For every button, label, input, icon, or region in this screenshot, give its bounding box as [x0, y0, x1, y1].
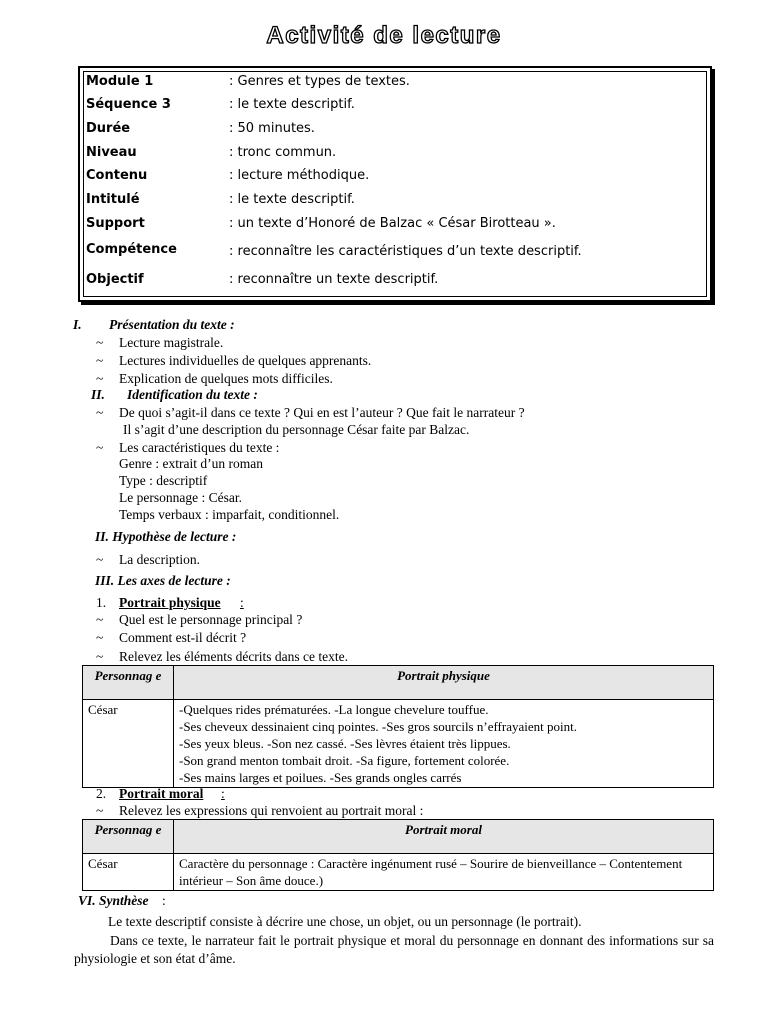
- table-cell-description: Caractère du personnage : Caractère ingénument rusé – Sourire de bienveillance – Contentement intérieur – Son âme douce.): [174, 854, 714, 891]
- portrait-physique-table: [82, 665, 714, 788]
- table-header-portrait-moral: Portrait moral: [174, 820, 714, 854]
- bullet: ~: [96, 803, 104, 818]
- table-cell-name: César: [83, 854, 174, 891]
- list-item: De quoi s’agit-il dans ce texte ? Qui en est l’auteur ? Que fait le narrateur ?: [119, 405, 525, 420]
- subsection-2-title: Portrait moral: [119, 786, 204, 801]
- subsection-1-number: 1.: [96, 595, 107, 610]
- synthese-paragraph-2: Dans ce texte, le narrateur fait le portrait physique et moral du personnage en donnant des informations sur sa physiologie et son état d’âme.: [74, 933, 714, 966]
- table-cell-name: César: [83, 700, 174, 788]
- synthese-paragraph-1: Le texte descriptif consiste à décrire une chose, un objet, ou un personnage (le portrait).: [108, 914, 582, 929]
- table-header-portrait-physique: Portrait physique: [174, 666, 714, 700]
- section-2-heading: Identification du texte :: [127, 387, 258, 402]
- text-line: Le personnage : César.: [119, 490, 242, 505]
- list-item: Quel est le personnage principal ?: [119, 612, 303, 627]
- list-item: La description.: [119, 552, 200, 567]
- list-item: Explication de quelques mots difficiles.: [119, 371, 333, 386]
- info-value-duree: : 50 minutes.: [229, 121, 315, 136]
- bullet: ~: [96, 552, 104, 567]
- section-4-heading: III. Les axes de lecture :: [95, 573, 231, 588]
- portrait-moral-table: [82, 819, 714, 891]
- text-line: Genre : extrait d’un roman: [119, 456, 263, 471]
- info-value-objectif: : reconnaître un texte descriptif.: [229, 272, 439, 287]
- info-label-contenu: Contenu: [86, 168, 148, 183]
- info-box: [78, 66, 712, 302]
- bullet: ~: [96, 630, 104, 645]
- list-item: Relevez les expressions qui renvoient au portrait moral :: [119, 803, 424, 818]
- text-line: Temps verbaux : imparfait, conditionnel.: [119, 507, 340, 522]
- table-line: -Son grand menton tombait droit. -Sa figure, fortement colorée.: [179, 753, 510, 768]
- table-line: -Ses mains larges et poilues. -Ses grands ongles carrés: [179, 770, 462, 785]
- list-item: Comment est-il décrit ?: [119, 630, 247, 645]
- subsection-1-colon: :: [240, 595, 244, 610]
- info-label-competence: Compétence: [86, 242, 177, 257]
- info-label-intitule: Intitulé: [86, 192, 140, 207]
- bullet: ~: [96, 353, 104, 368]
- synthese-colon: :: [162, 893, 166, 908]
- page-title: Activité de lecture: [266, 22, 502, 49]
- table-header-personnage: Personnag e: [83, 820, 174, 854]
- info-value-contenu: : lecture méthodique.: [229, 168, 370, 183]
- subsection-2-number: 2.: [96, 786, 107, 801]
- list-item: Relevez les éléments décrits dans ce texte.: [119, 649, 349, 664]
- table-cell-description: [174, 700, 714, 788]
- synthese-heading: VI. Synthèse: [78, 893, 149, 908]
- table-header-personnage: Personnag e: [83, 666, 174, 700]
- info-value-module: : Genres et types de textes.: [229, 74, 410, 89]
- info-label-sequence: Séquence 3: [86, 97, 171, 112]
- text-line: Type : descriptif: [119, 473, 208, 488]
- bullet: ~: [96, 649, 104, 664]
- list-item: Lecture magistrale.: [119, 335, 224, 350]
- section-3-heading: II. Hypothèse de lecture :: [95, 529, 237, 544]
- info-label-duree: Durée: [86, 121, 131, 136]
- info-label-objectif: Objectif: [86, 272, 144, 287]
- bullet: ~: [96, 440, 104, 455]
- list-item: Lectures individuelles de quelques apprenants.: [119, 353, 372, 368]
- answer-text: Il s’agit d’une description du personnage César faite par Balzac.: [123, 422, 470, 437]
- section-1-heading: Présentation du texte :: [109, 317, 235, 332]
- table-line: -Ses cheveux dessinaient cinq pointes. -Ses gros sourcils n’effrayaient point.: [179, 719, 577, 734]
- table-line: -Quelques rides prématurées. -La longue chevelure touffue.: [179, 702, 489, 717]
- info-value-support: : un texte d’Honoré de Balzac « César Birotteau ».: [229, 216, 556, 231]
- bullet: ~: [96, 335, 104, 350]
- table-line: -Ses yeux bleus. -Son nez cassé. -Ses lèvres étaient très lippues.: [179, 736, 511, 751]
- info-label-module: Module 1: [86, 74, 154, 89]
- info-label-niveau: Niveau: [86, 145, 137, 160]
- subsection-1-title: Portrait physique: [119, 595, 221, 610]
- info-value-niveau: : tronc commun.: [229, 145, 337, 160]
- info-label-support: Support: [86, 216, 145, 231]
- section-2-number: II.: [91, 387, 105, 402]
- bullet: ~: [96, 371, 104, 386]
- info-value-competence: : reconnaître les caractéristiques d’un texte descriptif.: [229, 244, 582, 259]
- info-value-intitule: : le texte descriptif.: [229, 192, 355, 207]
- bullet: ~: [96, 612, 104, 627]
- section-1-number: I.: [73, 317, 82, 332]
- info-value-sequence: : le texte descriptif.: [229, 97, 355, 112]
- subsection-2-colon: :: [221, 786, 225, 801]
- list-item: Les caractéristiques du texte :: [119, 440, 280, 455]
- bullet: ~: [96, 405, 104, 420]
